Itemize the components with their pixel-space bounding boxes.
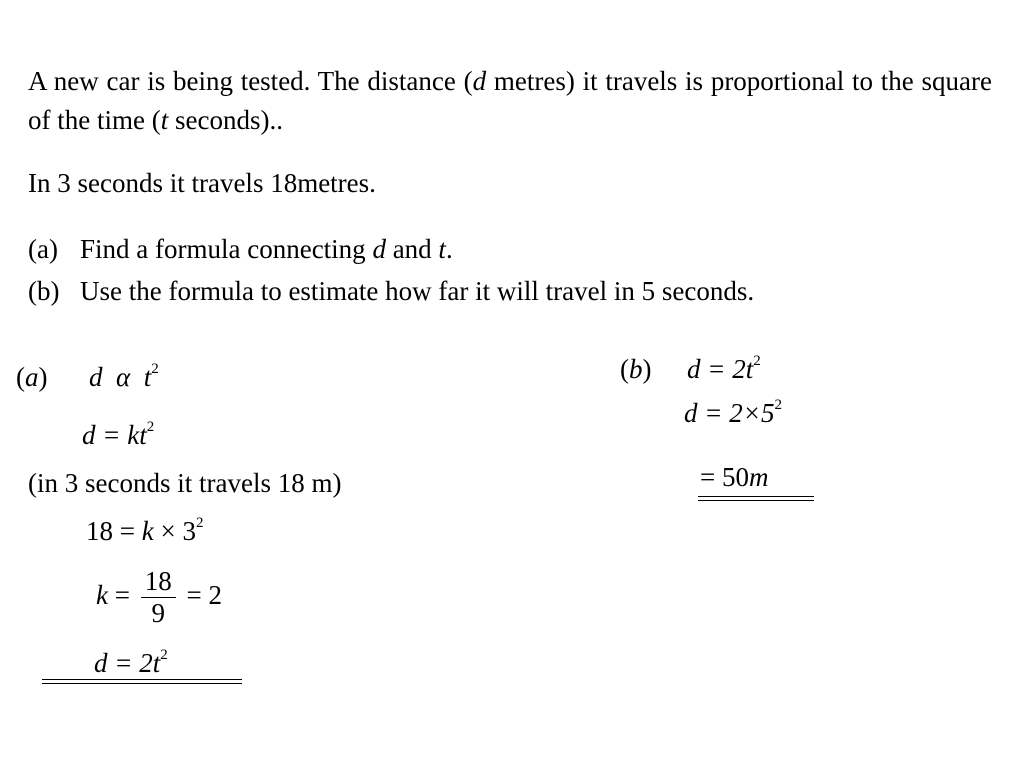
- answer-a-double-underline: [42, 679, 242, 684]
- fraction-18-over-9: $\frac{18}{9}$: [141, 566, 176, 629]
- solution-a-answer: $d = 2t^2$: [94, 647, 168, 678]
- question-part-a: (a) Find a formula connecting d and t.: [28, 234, 453, 264]
- solution-a-substitution: $18 = k \times 3^2$: [86, 515, 204, 546]
- question-intro: A new car is being tested. The distance (d metres) it travels is proportional to the square of the time (t seconds)..: [28, 66, 992, 136]
- solution-a-proportion: (a) d α $t^2$: [16, 361, 159, 392]
- solution-b-substitution: $d = 2\times 5^2$: [684, 397, 782, 428]
- question-part-b: (b) Use the formula to estimate how far it will travel in 5 seconds.: [28, 276, 755, 306]
- solution-a-note: (in 3 seconds it travels 18 m): [28, 468, 342, 498]
- solution-a-equation-k: $d = kt^2$: [82, 419, 155, 450]
- solution-b-formula: (b) $d = 2t^2$: [620, 353, 761, 384]
- solution-b-answer: = 50m: [700, 462, 769, 492]
- solution-a-solve-k: k = $\frac{18}{9}$ = 2: [96, 566, 222, 629]
- question-given: In 3 seconds it travels 18metres.: [28, 168, 376, 198]
- answer-b-double-underline: [698, 496, 814, 501]
